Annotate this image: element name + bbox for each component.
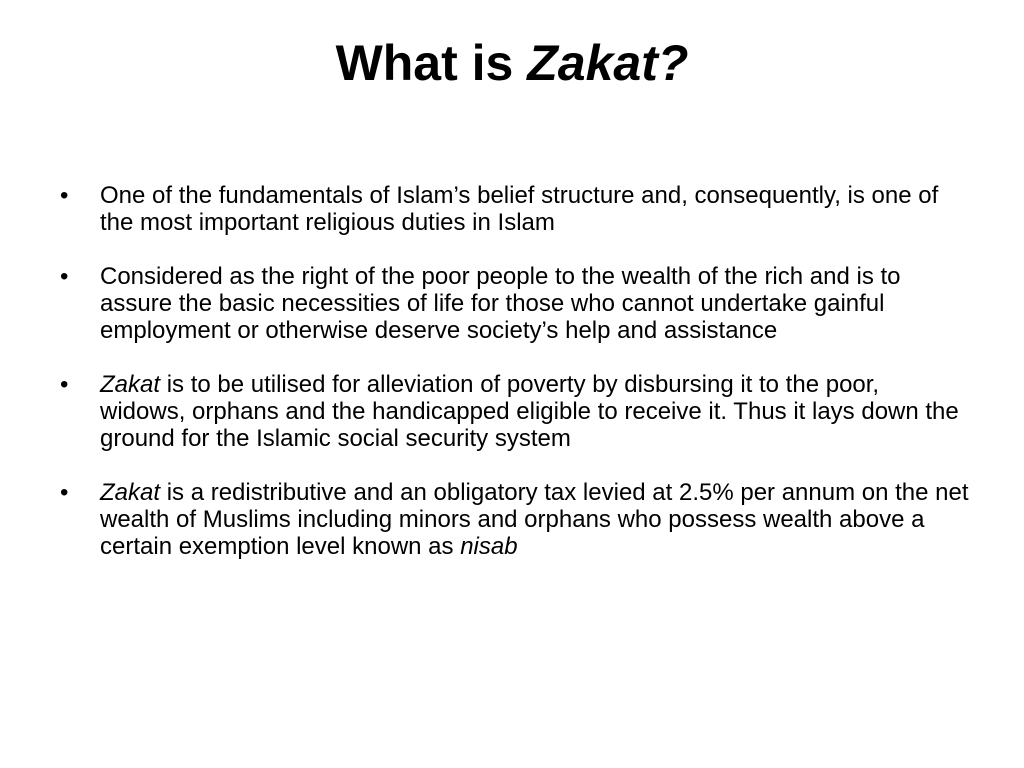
bullet-lead-italic: Zakat [100, 479, 161, 506]
bullet-item [60, 479, 970, 560]
bullet-lead-italic: Zakat [100, 371, 161, 398]
bullet-list [60, 182, 970, 587]
bullet-text: Considered as the right of the poor people to the wealth of the rich and is to assure the basic necessities of life for those who cannot undertake gainful employment or otherwise deserve society’s help and assistance [100, 263, 901, 344]
bullet-item [60, 263, 970, 344]
bullet-icon: • [60, 263, 69, 290]
bullet-text: is to be utilised for alleviation of poverty by disbursing it to the poor, widows, orphans and the handicapped eligible to receive it. Thus it lays down the ground for the Islamic social security system [100, 371, 959, 452]
bullet-icon: • [60, 371, 69, 398]
bullet-item [60, 182, 970, 236]
bullet-icon: • [60, 479, 69, 506]
bullet-text: One of the fundamentals of Islam’s belief structure and, consequently, is one of the most important religious duties in Islam [100, 182, 939, 236]
title-italic: Zakat? [527, 35, 689, 91]
title-plain: What is [335, 35, 528, 91]
slide-title [0, 30, 1024, 96]
bullet-item [60, 371, 970, 452]
bullet-icon: • [60, 182, 69, 209]
bullet-text: is a redistributive and an obligatory tax levied at 2.5% per annum on the net wealth of Muslims including minors and orphans who possess wealth above a certain exemption level known as [100, 479, 969, 560]
bullet-tail-italic: nisab [460, 533, 518, 560]
